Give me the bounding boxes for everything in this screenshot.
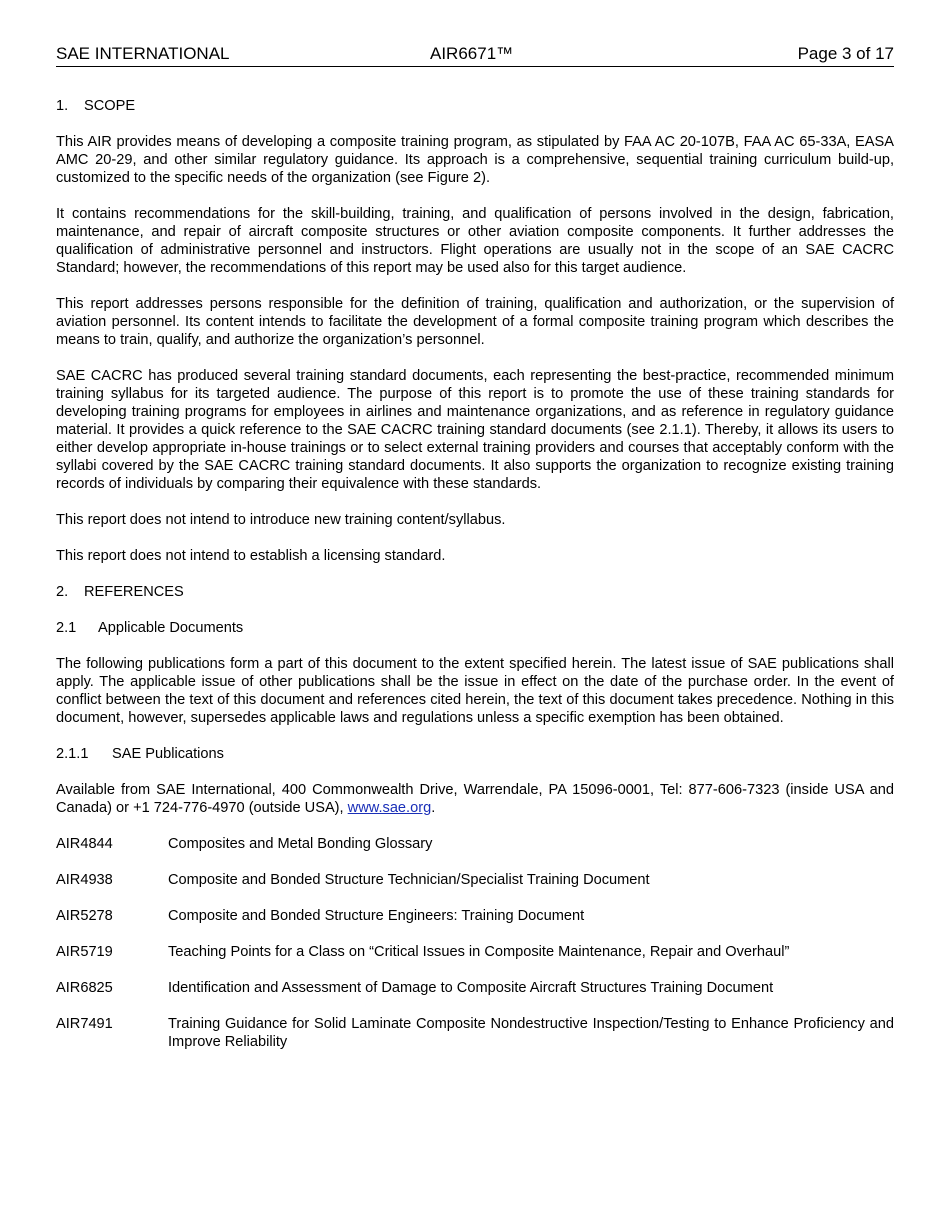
reference-item: [56, 943, 894, 961]
availability-suffix: .: [431, 800, 436, 816]
section-title: REFERENCES: [84, 584, 184, 600]
subsection-applicable-heading: [56, 619, 894, 637]
section-number: 1.: [56, 98, 69, 114]
scope-paragraph: It contains recommendations for the skill-building, training, and qualification of persons involved in the design, fabrication, maintenance, and repair of aircraft composite structures or other aviation composite components. It further addresses the qualification of administrative personnel and instructors. Flight operations are usually not in the scope of an SAE CACRC Standard; however, the recommendations of this report may be used also for this target audience.: [56, 206, 894, 276]
reference-code: AIR7491: [56, 1016, 113, 1032]
section-scope-heading: [56, 97, 894, 115]
subsection-title: Applicable Documents: [98, 620, 244, 636]
reference-item: [56, 1015, 894, 1051]
subsection-title: SAE Publications: [112, 746, 224, 762]
reference-title: Composite and Bonded Structure Technician/Specialist Training Document: [168, 872, 650, 888]
section-number: 2.: [56, 584, 69, 600]
scope-paragraph: This report does not intend to establish a licensing standard.: [56, 548, 446, 564]
document-body: [56, 97, 894, 1069]
availability-text: Available from SAE International, 400 Commonwealth Drive, Warrendale, PA 15096-0001, Tel: 877-606-7323 (inside USA and Canada) or +1 724-776-4970 (outside USA),: [56, 782, 894, 816]
reference-item: [56, 907, 894, 925]
reference-title: Training Guidance for Solid Laminate Composite Nondestructive Inspection/Testing to Enhance Proficiency and Improve Reliability: [168, 1016, 894, 1050]
header-doc-id: AIR6671™: [430, 44, 514, 63]
section-references-heading: [56, 583, 894, 601]
availability-paragraph: [56, 781, 894, 817]
reference-title: Teaching Points for a Class on “Critical Issues in Composite Maintenance, Repair and Overhaul”: [168, 944, 790, 960]
reference-title: Composites and Metal Bonding Glossary: [168, 836, 433, 852]
reference-code: AIR4844: [56, 836, 113, 852]
section-title: SCOPE: [84, 98, 136, 114]
reference-code: AIR6825: [56, 980, 113, 996]
subsection-sae-publications-heading: [56, 745, 894, 763]
scope-paragraph: This report does not intend to introduce new training content/syllabus.: [56, 512, 506, 528]
header-org: SAE INTERNATIONAL: [56, 44, 230, 63]
reference-code: AIR5278: [56, 908, 113, 924]
reference-title: Composite and Bonded Structure Engineers: Training Document: [168, 908, 585, 924]
header-page-number: Page 3 of 17: [797, 44, 894, 63]
scope-paragraph: This AIR provides means of developing a composite training program, as stipulated by FAA AC 20-107B, FAA AC 65-33A, EASA AMC 20-29, and other similar regulatory guidance. Its approach is a comprehensive, sequential training curriculum build-up, customized to the specific needs of the organization (see Figure 2).: [56, 134, 894, 186]
sae-website-link[interactable]: www.sae.org: [347, 800, 432, 816]
scope-paragraph: This report addresses persons responsible for the definition of training, qualification and authorization, or the supervision of aviation personnel. Its content intends to facilitate the development of a formal composite training program which describes the means to train, qualify, and authorize the organization’s personnel.: [56, 296, 894, 348]
reference-item: [56, 979, 894, 997]
reference-code: AIR4938: [56, 872, 113, 888]
applicable-paragraph: The following publications form a part of this document to the extent specified herein. The latest issue of SAE publications shall apply. The applicable issue of other publications shall be the issue in effect on the date of the purchase order. In the event of conflict between the text of this document and references cited herein, the text of this document takes precedence. Nothing in this document, however, supersedes applicable laws and regulations unless a specific exemption has been obtained.: [56, 656, 894, 726]
reference-item: [56, 835, 894, 853]
reference-item: [56, 871, 894, 889]
reference-code: AIR5719: [56, 944, 113, 960]
subsection-number: 2.1: [56, 620, 77, 636]
subsection-number: 2.1.1: [56, 746, 89, 762]
scope-paragraph: SAE CACRC has produced several training standard documents, each representing the best-practice, recommended minimum training syllabus for its targeted audience. The purpose of this report is to promote the use of these training standards for developing training programs for employees in airlines and maintenance organizations, and as reference in regulatory guidance material. It provides a quick reference to the SAE CACRC training standard documents (see 2.1.1). Thereby, it allows its users to either develop appropriate in-house trainings or to select external training providers and courses that acceptably conform with the syllabi covered by the SAE CACRC training standard documents. It also supports the organization to recognize existing training records of individuals by comparing their equivalence with these standards.: [56, 368, 894, 492]
page-header: [56, 44, 894, 67]
reference-title: Identification and Assessment of Damage to Composite Aircraft Structures Training Document: [168, 980, 774, 996]
